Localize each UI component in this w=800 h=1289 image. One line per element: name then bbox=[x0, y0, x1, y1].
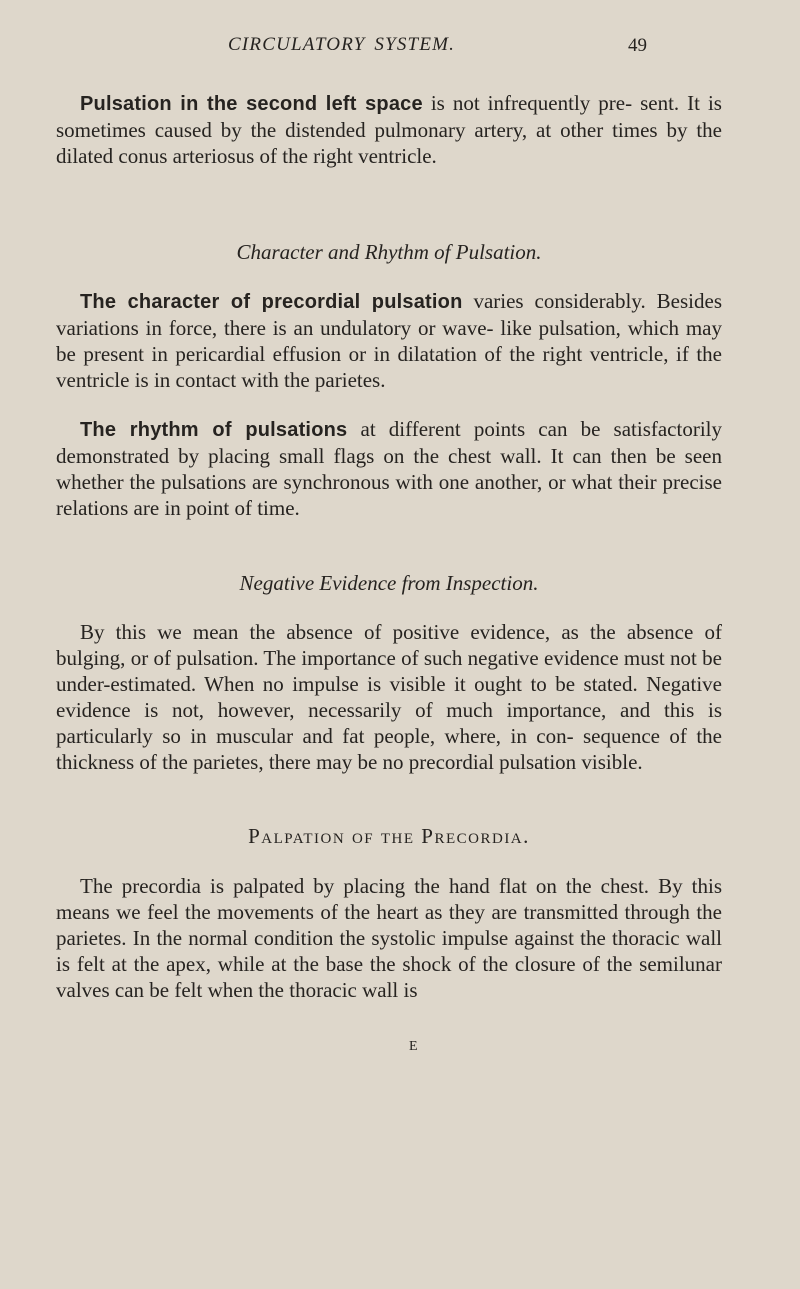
paragraph-rhythm bbox=[56, 416, 722, 521]
section-heading-negative-evidence: Negative Evidence from Inspection. bbox=[239, 571, 539, 595]
running-title: CIRCULATORY SYSTEM. bbox=[228, 34, 456, 55]
section-heading-palpation: Palpation of the Precordia. bbox=[248, 824, 530, 848]
bold-lead-in: Pulsation in the second left space bbox=[80, 93, 423, 115]
paragraph-body: at different points can be satisfactorily demonstrated by placing small flags on the chest wall. It can then be seen whether the pulsations are synchronous with one another, or what their precise relations are in point of time. bbox=[56, 417, 722, 520]
paragraph-second-left-space bbox=[56, 90, 722, 169]
page-number: 49 bbox=[628, 35, 647, 56]
paragraph-body: varies considerably. Besides variations in force, there is an undulatory or wave- like pulsation, which may be present in pericardial effusion or in dilatation of the right ventricle, if the ventricle is in contact with the parietes. bbox=[56, 289, 722, 392]
bold-lead-in: The character of precordial pulsation bbox=[80, 291, 463, 313]
paragraph-negative-evidence: By this we mean the absence of positive evidence, as the absence of bulging, or of pulsation. The importance of such negative evidence must not be under-estimated. When no impulse is visible it ought to be stated. Negative evidence is not, however, necessarily of much importance, and this is particularly so in muscular and fat people, where, in con- sequence of the thickness of the parietes, there may be no precordial pulsation visible. bbox=[56, 620, 722, 774]
paragraph-palpation: The precordia is palpated by placing the hand flat on the chest. By this means we feel the movements of the heart as they are transmitted through the parietes. In the normal condition the systolic impulse against the thoracic wall is felt at the apex, while at the base the shock of the closure of the semilunar valves can be felt when the thoracic wall is bbox=[56, 874, 722, 1002]
paragraph-body: is not infrequently pre- sent. It is sometimes caused by the distended pulmonary artery, at other times by the dilated conus arteriosus of the right ventricle. bbox=[56, 91, 722, 168]
section-heading-character-rhythm: Character and Rhythm of Pulsation. bbox=[236, 240, 542, 264]
bold-lead-in: The rhythm of pulsations bbox=[80, 419, 348, 441]
signature-mark: E bbox=[409, 1039, 418, 1054]
paragraph-character bbox=[56, 288, 722, 393]
